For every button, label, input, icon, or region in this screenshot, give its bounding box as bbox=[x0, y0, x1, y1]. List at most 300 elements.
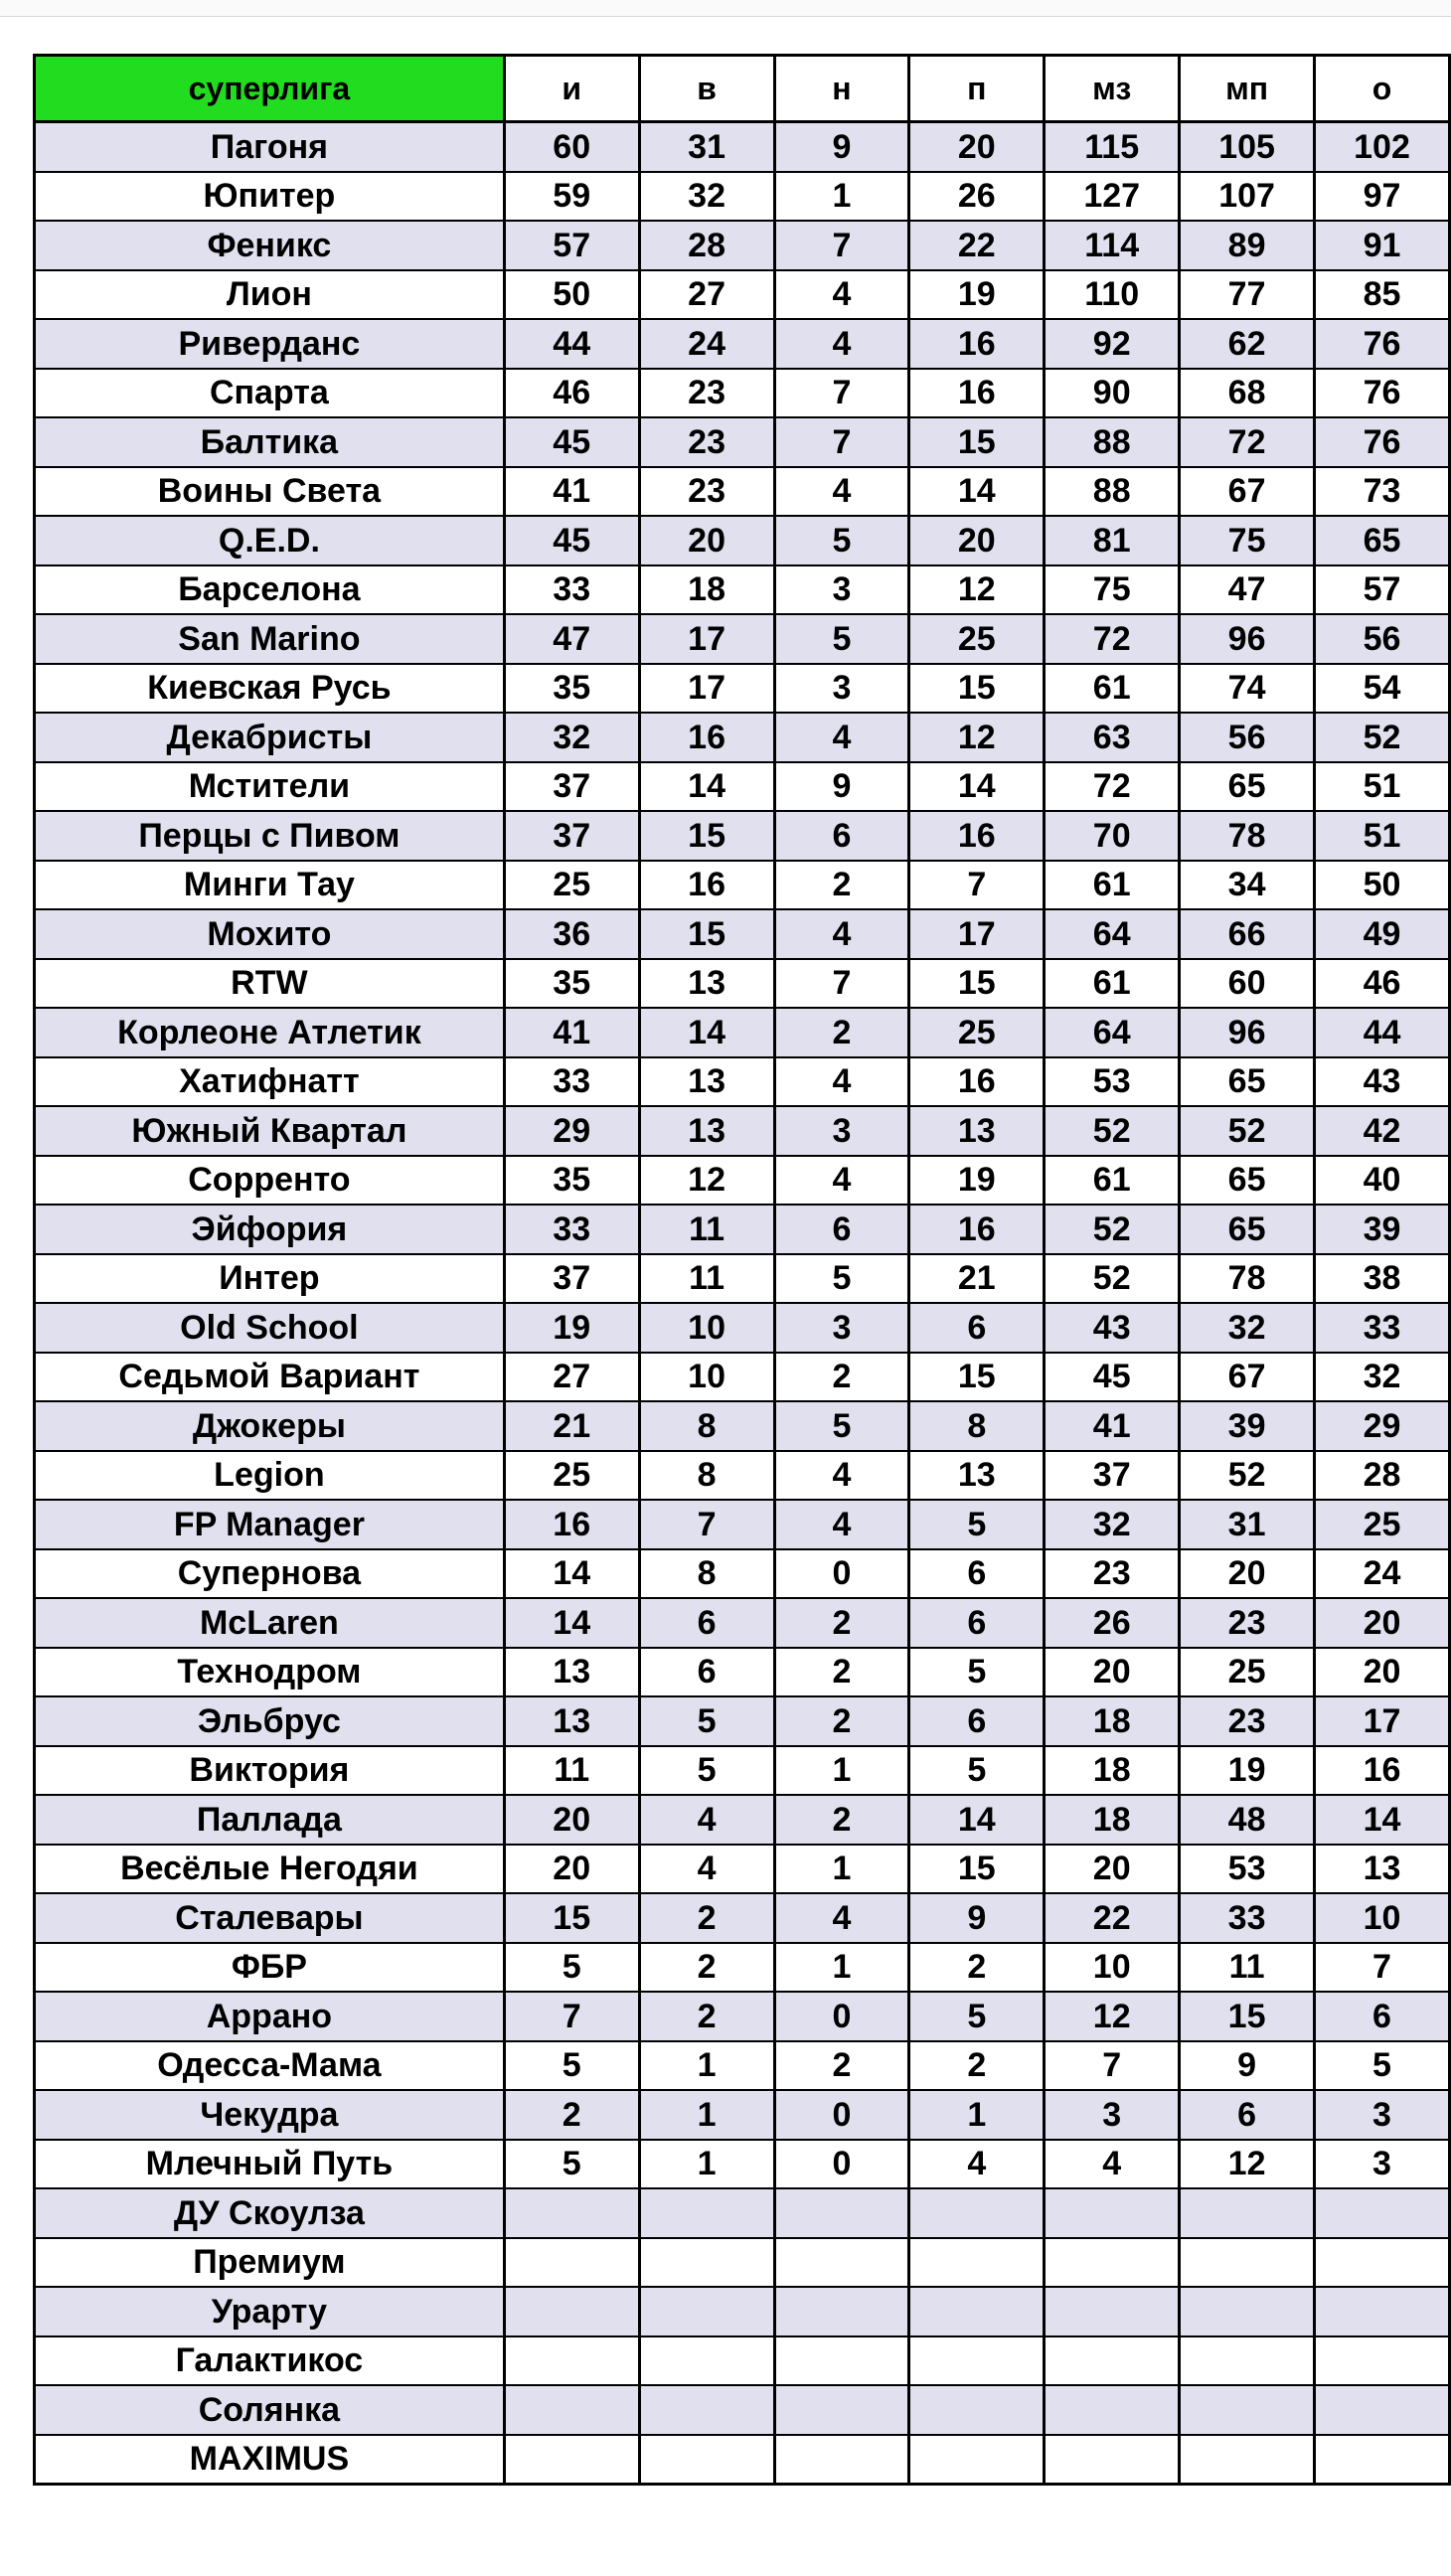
draws-cell: 1 bbox=[774, 1845, 909, 1894]
standings-table bbox=[33, 54, 1451, 2486]
goals-conceded-cell: 77 bbox=[1180, 270, 1315, 320]
wins-cell: 5 bbox=[639, 1746, 774, 1796]
points-cell: 3 bbox=[1315, 2140, 1450, 2189]
team-name-cell: Одесса-Мама bbox=[35, 2041, 505, 2091]
table-row bbox=[35, 1156, 1450, 1206]
goals-scored-cell: 61 bbox=[1045, 664, 1180, 714]
losses-cell: 16 bbox=[909, 1057, 1045, 1107]
points-cell: 5 bbox=[1315, 2041, 1450, 2091]
losses-cell: 19 bbox=[909, 1156, 1045, 1206]
goals-scored-cell: 61 bbox=[1045, 1156, 1180, 1206]
team-name-cell: Галактикос bbox=[35, 2336, 505, 2386]
losses-cell: 5 bbox=[909, 1992, 1045, 2041]
wins-cell: 23 bbox=[639, 467, 774, 517]
points-cell: 29 bbox=[1315, 1401, 1450, 1451]
points-cell: 51 bbox=[1315, 811, 1450, 861]
team-name-cell: Феникс bbox=[35, 221, 505, 270]
losses-cell: 16 bbox=[909, 369, 1045, 418]
goals-scored-cell: 18 bbox=[1045, 1795, 1180, 1845]
wins-cell: 14 bbox=[639, 762, 774, 812]
draws-cell: 4 bbox=[774, 467, 909, 517]
points-cell: 52 bbox=[1315, 713, 1450, 762]
goals-conceded-cell: 33 bbox=[1180, 1893, 1315, 1943]
team-name-cell: Пагоня bbox=[35, 122, 505, 172]
team-name-cell: Лион bbox=[35, 270, 505, 320]
table-row bbox=[35, 319, 1450, 369]
games-cell: 59 bbox=[504, 172, 639, 222]
table-row bbox=[35, 1401, 1450, 1451]
goals-conceded-cell: 107 bbox=[1180, 172, 1315, 222]
losses-cell: 17 bbox=[909, 909, 1045, 959]
goals-conceded-cell bbox=[1180, 2287, 1315, 2336]
points-cell bbox=[1315, 2238, 1450, 2288]
points-cell: 32 bbox=[1315, 1353, 1450, 1402]
table-row bbox=[35, 2385, 1450, 2435]
team-name-cell: Чекудра bbox=[35, 2090, 505, 2140]
goals-conceded-cell: 20 bbox=[1180, 1549, 1315, 1599]
losses-cell: 8 bbox=[909, 1401, 1045, 1451]
wins-cell bbox=[639, 2336, 774, 2386]
games-cell: 15 bbox=[504, 1893, 639, 1943]
draws-cell: 4 bbox=[774, 319, 909, 369]
goals-conceded-cell bbox=[1180, 2435, 1315, 2485]
wins-cell bbox=[639, 2188, 774, 2238]
games-cell: 5 bbox=[504, 1943, 639, 1993]
team-name-cell: Интер bbox=[35, 1254, 505, 1304]
losses-cell: 15 bbox=[909, 1845, 1045, 1894]
losses-cell: 26 bbox=[909, 172, 1045, 222]
goals-conceded-cell: 65 bbox=[1180, 1205, 1315, 1254]
goals-scored-cell: 52 bbox=[1045, 1106, 1180, 1156]
goals-conceded-cell: 68 bbox=[1180, 369, 1315, 418]
wins-cell bbox=[639, 2238, 774, 2288]
losses-cell: 12 bbox=[909, 713, 1045, 762]
goals-scored-cell: 12 bbox=[1045, 1992, 1180, 2041]
games-cell: 35 bbox=[504, 1156, 639, 1206]
goals-conceded-cell: 25 bbox=[1180, 1648, 1315, 1697]
draws-cell: 2 bbox=[774, 1008, 909, 1057]
table-row bbox=[35, 1549, 1450, 1599]
goals-conceded-cell: 65 bbox=[1180, 1057, 1315, 1107]
goals-conceded-cell: 56 bbox=[1180, 713, 1315, 762]
points-cell bbox=[1315, 2435, 1450, 2485]
goals-conceded-cell: 15 bbox=[1180, 1992, 1315, 2041]
goals-conceded-cell: 23 bbox=[1180, 1598, 1315, 1648]
table-row bbox=[35, 1598, 1450, 1648]
points-cell: 51 bbox=[1315, 762, 1450, 812]
losses-cell: 21 bbox=[909, 1254, 1045, 1304]
draws-cell: 2 bbox=[774, 1353, 909, 1402]
goals-scored-cell bbox=[1045, 2385, 1180, 2435]
goals-conceded-cell: 105 bbox=[1180, 122, 1315, 172]
team-name-cell: Супернова bbox=[35, 1549, 505, 1599]
games-cell: 35 bbox=[504, 959, 639, 1009]
table-row bbox=[35, 2435, 1450, 2485]
points-cell: 20 bbox=[1315, 1648, 1450, 1697]
team-name-cell: Южный Квартал bbox=[35, 1106, 505, 1156]
draws-cell: 5 bbox=[774, 1401, 909, 1451]
goals-conceded-cell: 31 bbox=[1180, 1500, 1315, 1549]
draws-cell bbox=[774, 2238, 909, 2288]
table-row bbox=[35, 1500, 1450, 1549]
goals-conceded-cell: 65 bbox=[1180, 762, 1315, 812]
games-cell: 5 bbox=[504, 2140, 639, 2189]
goals-scored-cell: 4 bbox=[1045, 2140, 1180, 2189]
losses-cell bbox=[909, 2287, 1045, 2336]
draws-cell: 2 bbox=[774, 861, 909, 910]
wins-cell: 12 bbox=[639, 1156, 774, 1206]
header-row bbox=[35, 56, 1450, 122]
games-cell: 41 bbox=[504, 467, 639, 517]
team-name-cell: Воины Света bbox=[35, 467, 505, 517]
goals-scored-cell: 43 bbox=[1045, 1303, 1180, 1353]
column-header-games: и bbox=[504, 56, 639, 122]
goals-conceded-cell: 65 bbox=[1180, 1156, 1315, 1206]
losses-cell: 5 bbox=[909, 1746, 1045, 1796]
table-row bbox=[35, 2188, 1450, 2238]
team-name-cell: Эйфория bbox=[35, 1205, 505, 1254]
losses-cell: 25 bbox=[909, 1008, 1045, 1057]
wins-cell: 13 bbox=[639, 1057, 774, 1107]
losses-cell: 5 bbox=[909, 1648, 1045, 1697]
table-row bbox=[35, 909, 1450, 959]
wins-cell: 32 bbox=[639, 172, 774, 222]
table-row bbox=[35, 1893, 1450, 1943]
draws-cell: 2 bbox=[774, 1598, 909, 1648]
games-cell: 20 bbox=[504, 1795, 639, 1845]
goals-scored-cell: 41 bbox=[1045, 1401, 1180, 1451]
goals-scored-cell bbox=[1045, 2238, 1180, 2288]
goals-conceded-cell: 75 bbox=[1180, 516, 1315, 565]
draws-cell: 2 bbox=[774, 1648, 909, 1697]
table-row bbox=[35, 861, 1450, 910]
losses-cell: 13 bbox=[909, 1106, 1045, 1156]
points-cell: 49 bbox=[1315, 909, 1450, 959]
wins-cell: 10 bbox=[639, 1353, 774, 1402]
goals-scored-cell: 20 bbox=[1045, 1845, 1180, 1894]
draws-cell: 2 bbox=[774, 2041, 909, 2091]
wins-cell: 5 bbox=[639, 1696, 774, 1746]
draws-cell: 5 bbox=[774, 614, 909, 664]
goals-conceded-cell bbox=[1180, 2336, 1315, 2386]
games-cell: 37 bbox=[504, 762, 639, 812]
table-row bbox=[35, 1008, 1450, 1057]
team-name-cell: Перцы с Пивом bbox=[35, 811, 505, 861]
draws-cell: 6 bbox=[774, 811, 909, 861]
points-cell: 76 bbox=[1315, 319, 1450, 369]
column-header-points: о bbox=[1315, 56, 1450, 122]
table-row bbox=[35, 516, 1450, 565]
goals-conceded-cell bbox=[1180, 2188, 1315, 2238]
points-cell: 97 bbox=[1315, 172, 1450, 222]
losses-cell bbox=[909, 2435, 1045, 2485]
goals-conceded-cell: 67 bbox=[1180, 467, 1315, 517]
goals-scored-cell: 52 bbox=[1045, 1205, 1180, 1254]
draws-cell: 0 bbox=[774, 2090, 909, 2140]
games-cell: 60 bbox=[504, 122, 639, 172]
games-cell: 25 bbox=[504, 1451, 639, 1501]
losses-cell: 12 bbox=[909, 565, 1045, 615]
wins-cell: 16 bbox=[639, 713, 774, 762]
draws-cell: 5 bbox=[774, 516, 909, 565]
losses-cell: 2 bbox=[909, 1943, 1045, 1993]
goals-scored-cell: 88 bbox=[1045, 467, 1180, 517]
wins-cell: 4 bbox=[639, 1795, 774, 1845]
points-cell bbox=[1315, 2385, 1450, 2435]
games-cell: 19 bbox=[504, 1303, 639, 1353]
losses-cell bbox=[909, 2238, 1045, 2288]
losses-cell: 6 bbox=[909, 1696, 1045, 1746]
losses-cell: 6 bbox=[909, 1303, 1045, 1353]
losses-cell: 6 bbox=[909, 1549, 1045, 1599]
wins-cell: 24 bbox=[639, 319, 774, 369]
games-cell: 29 bbox=[504, 1106, 639, 1156]
table-row bbox=[35, 122, 1450, 172]
wins-cell: 16 bbox=[639, 861, 774, 910]
wins-cell: 2 bbox=[639, 1893, 774, 1943]
table-row bbox=[35, 1746, 1450, 1796]
goals-scored-cell: 45 bbox=[1045, 1353, 1180, 1402]
goals-scored-cell: 110 bbox=[1045, 270, 1180, 320]
team-name-cell: Урарту bbox=[35, 2287, 505, 2336]
games-cell: 13 bbox=[504, 1648, 639, 1697]
losses-cell: 13 bbox=[909, 1451, 1045, 1501]
team-name-cell: Седьмой Вариант bbox=[35, 1353, 505, 1402]
goals-scored-cell bbox=[1045, 2287, 1180, 2336]
goals-scored-cell bbox=[1045, 2336, 1180, 2386]
losses-cell: 5 bbox=[909, 1500, 1045, 1549]
table-row bbox=[35, 2238, 1450, 2288]
draws-cell bbox=[774, 2287, 909, 2336]
games-cell: 33 bbox=[504, 1205, 639, 1254]
team-name-cell: Киевская Русь bbox=[35, 664, 505, 714]
games-cell: 5 bbox=[504, 2041, 639, 2091]
draws-cell: 7 bbox=[774, 221, 909, 270]
team-name-cell: Мстители bbox=[35, 762, 505, 812]
goals-conceded-cell: 89 bbox=[1180, 221, 1315, 270]
goals-scored-cell: 20 bbox=[1045, 1648, 1180, 1697]
goals-conceded-cell: 53 bbox=[1180, 1845, 1315, 1894]
losses-cell bbox=[909, 2385, 1045, 2435]
goals-scored-cell bbox=[1045, 2435, 1180, 2485]
team-name-cell: Балтика bbox=[35, 417, 505, 467]
goals-conceded-cell: 32 bbox=[1180, 1303, 1315, 1353]
points-cell bbox=[1315, 2188, 1450, 2238]
table-row bbox=[35, 467, 1450, 517]
goals-conceded-cell: 52 bbox=[1180, 1451, 1315, 1501]
column-header-goals-scored: мз bbox=[1045, 56, 1180, 122]
points-cell: 3 bbox=[1315, 2090, 1450, 2140]
draws-cell: 4 bbox=[774, 1451, 909, 1501]
losses-cell: 16 bbox=[909, 1205, 1045, 1254]
games-cell bbox=[504, 2336, 639, 2386]
games-cell: 37 bbox=[504, 1254, 639, 1304]
table-row bbox=[35, 1057, 1450, 1107]
games-cell bbox=[504, 2287, 639, 2336]
table-row bbox=[35, 1696, 1450, 1746]
table-row bbox=[35, 713, 1450, 762]
wins-cell: 8 bbox=[639, 1401, 774, 1451]
team-name-cell: Джокеры bbox=[35, 1401, 505, 1451]
losses-cell: 7 bbox=[909, 861, 1045, 910]
goals-conceded-cell: 60 bbox=[1180, 959, 1315, 1009]
losses-cell: 15 bbox=[909, 1353, 1045, 1402]
goals-conceded-cell: 62 bbox=[1180, 319, 1315, 369]
team-name-cell: Весёлые Негодяи bbox=[35, 1845, 505, 1894]
top-strip bbox=[0, 0, 1451, 17]
wins-cell: 15 bbox=[639, 811, 774, 861]
goals-scored-cell: 70 bbox=[1045, 811, 1180, 861]
points-cell: 57 bbox=[1315, 565, 1450, 615]
points-cell: 40 bbox=[1315, 1156, 1450, 1206]
wins-cell: 17 bbox=[639, 664, 774, 714]
games-cell: 13 bbox=[504, 1696, 639, 1746]
wins-cell bbox=[639, 2385, 774, 2435]
goals-scored-cell: 114 bbox=[1045, 221, 1180, 270]
draws-cell: 0 bbox=[774, 1992, 909, 2041]
draws-cell: 9 bbox=[774, 762, 909, 812]
wins-cell: 1 bbox=[639, 2090, 774, 2140]
draws-cell: 3 bbox=[774, 1303, 909, 1353]
goals-scored-cell bbox=[1045, 2188, 1180, 2238]
goals-scored-cell: 64 bbox=[1045, 1008, 1180, 1057]
draws-cell: 7 bbox=[774, 959, 909, 1009]
wins-cell: 13 bbox=[639, 1106, 774, 1156]
team-name-cell: Юпитер bbox=[35, 172, 505, 222]
points-cell: 16 bbox=[1315, 1746, 1450, 1796]
points-cell: 91 bbox=[1315, 221, 1450, 270]
table-row bbox=[35, 1254, 1450, 1304]
draws-cell bbox=[774, 2435, 909, 2485]
table-row bbox=[35, 2140, 1450, 2189]
table-row bbox=[35, 1845, 1450, 1894]
goals-scored-cell: 7 bbox=[1045, 2041, 1180, 2091]
goals-conceded-cell: 96 bbox=[1180, 614, 1315, 664]
table-row bbox=[35, 1451, 1450, 1501]
team-name-cell: FP Manager bbox=[35, 1500, 505, 1549]
table-row bbox=[35, 2041, 1450, 2091]
team-name-cell: Виктория bbox=[35, 1746, 505, 1796]
draws-cell: 3 bbox=[774, 664, 909, 714]
team-name-cell: ФБР bbox=[35, 1943, 505, 1993]
wins-cell: 18 bbox=[639, 565, 774, 615]
table-row bbox=[35, 1795, 1450, 1845]
games-cell: 37 bbox=[504, 811, 639, 861]
team-name-cell: Млечный Путь bbox=[35, 2140, 505, 2189]
team-name-cell: Сорренто bbox=[35, 1156, 505, 1206]
team-name-cell: Премиум bbox=[35, 2238, 505, 2288]
wins-cell bbox=[639, 2287, 774, 2336]
table-row bbox=[35, 417, 1450, 467]
wins-cell: 11 bbox=[639, 1205, 774, 1254]
goals-conceded-cell: 11 bbox=[1180, 1943, 1315, 1993]
goals-scored-cell: 127 bbox=[1045, 172, 1180, 222]
games-cell: 33 bbox=[504, 565, 639, 615]
points-cell: 13 bbox=[1315, 1845, 1450, 1894]
team-name-cell: Паллада bbox=[35, 1795, 505, 1845]
points-cell: 38 bbox=[1315, 1254, 1450, 1304]
table-row bbox=[35, 221, 1450, 270]
losses-cell bbox=[909, 2336, 1045, 2386]
draws-cell: 3 bbox=[774, 1106, 909, 1156]
team-name-cell: Барселона bbox=[35, 565, 505, 615]
wins-cell: 6 bbox=[639, 1598, 774, 1648]
team-name-cell: RTW bbox=[35, 959, 505, 1009]
goals-scored-cell: 3 bbox=[1045, 2090, 1180, 2140]
goals-scored-cell: 72 bbox=[1045, 614, 1180, 664]
draws-cell: 3 bbox=[774, 565, 909, 615]
points-cell bbox=[1315, 2336, 1450, 2386]
team-name-cell: Риверданс bbox=[35, 319, 505, 369]
wins-cell: 28 bbox=[639, 221, 774, 270]
table-row bbox=[35, 1992, 1450, 2041]
goals-conceded-cell: 39 bbox=[1180, 1401, 1315, 1451]
draws-cell bbox=[774, 2188, 909, 2238]
points-cell: 7 bbox=[1315, 1943, 1450, 1993]
points-cell: 56 bbox=[1315, 614, 1450, 664]
standings-body bbox=[35, 122, 1450, 2485]
losses-cell: 16 bbox=[909, 811, 1045, 861]
table-row bbox=[35, 2287, 1450, 2336]
points-cell: 24 bbox=[1315, 1549, 1450, 1599]
column-header-draws: н bbox=[774, 56, 909, 122]
goals-scored-cell: 72 bbox=[1045, 762, 1180, 812]
games-cell: 47 bbox=[504, 614, 639, 664]
team-name-cell: Legion bbox=[35, 1451, 505, 1501]
goals-conceded-cell: 78 bbox=[1180, 1254, 1315, 1304]
losses-cell bbox=[909, 2188, 1045, 2238]
draws-cell: 0 bbox=[774, 2140, 909, 2189]
wins-cell: 6 bbox=[639, 1648, 774, 1697]
losses-cell: 15 bbox=[909, 959, 1045, 1009]
table-row bbox=[35, 270, 1450, 320]
games-cell: 57 bbox=[504, 221, 639, 270]
games-cell bbox=[504, 2238, 639, 2288]
losses-cell: 20 bbox=[909, 122, 1045, 172]
draws-cell: 4 bbox=[774, 909, 909, 959]
wins-cell: 1 bbox=[639, 2041, 774, 2091]
losses-cell: 20 bbox=[909, 516, 1045, 565]
draws-cell bbox=[774, 2385, 909, 2435]
draws-cell: 9 bbox=[774, 122, 909, 172]
goals-conceded-cell: 23 bbox=[1180, 1696, 1315, 1746]
games-cell: 35 bbox=[504, 664, 639, 714]
points-cell: 85 bbox=[1315, 270, 1450, 320]
losses-cell: 15 bbox=[909, 417, 1045, 467]
points-cell: 17 bbox=[1315, 1696, 1450, 1746]
goals-scored-cell: 32 bbox=[1045, 1500, 1180, 1549]
draws-cell: 7 bbox=[774, 417, 909, 467]
points-cell: 28 bbox=[1315, 1451, 1450, 1501]
team-name-cell: Минги Тау bbox=[35, 861, 505, 910]
goals-conceded-cell: 67 bbox=[1180, 1353, 1315, 1402]
losses-cell: 1 bbox=[909, 2090, 1045, 2140]
draws-cell: 2 bbox=[774, 1696, 909, 1746]
goals-conceded-cell bbox=[1180, 2385, 1315, 2435]
team-name-cell: Спарта bbox=[35, 369, 505, 418]
losses-cell: 6 bbox=[909, 1598, 1045, 1648]
goals-conceded-cell: 72 bbox=[1180, 417, 1315, 467]
wins-cell: 2 bbox=[639, 1943, 774, 1993]
table-row bbox=[35, 2336, 1450, 2386]
table-row bbox=[35, 1303, 1450, 1353]
team-name-cell: Эльбрус bbox=[35, 1696, 505, 1746]
games-cell: 32 bbox=[504, 713, 639, 762]
games-cell: 44 bbox=[504, 319, 639, 369]
table-row bbox=[35, 811, 1450, 861]
points-cell: 73 bbox=[1315, 467, 1450, 517]
draws-cell: 4 bbox=[774, 713, 909, 762]
